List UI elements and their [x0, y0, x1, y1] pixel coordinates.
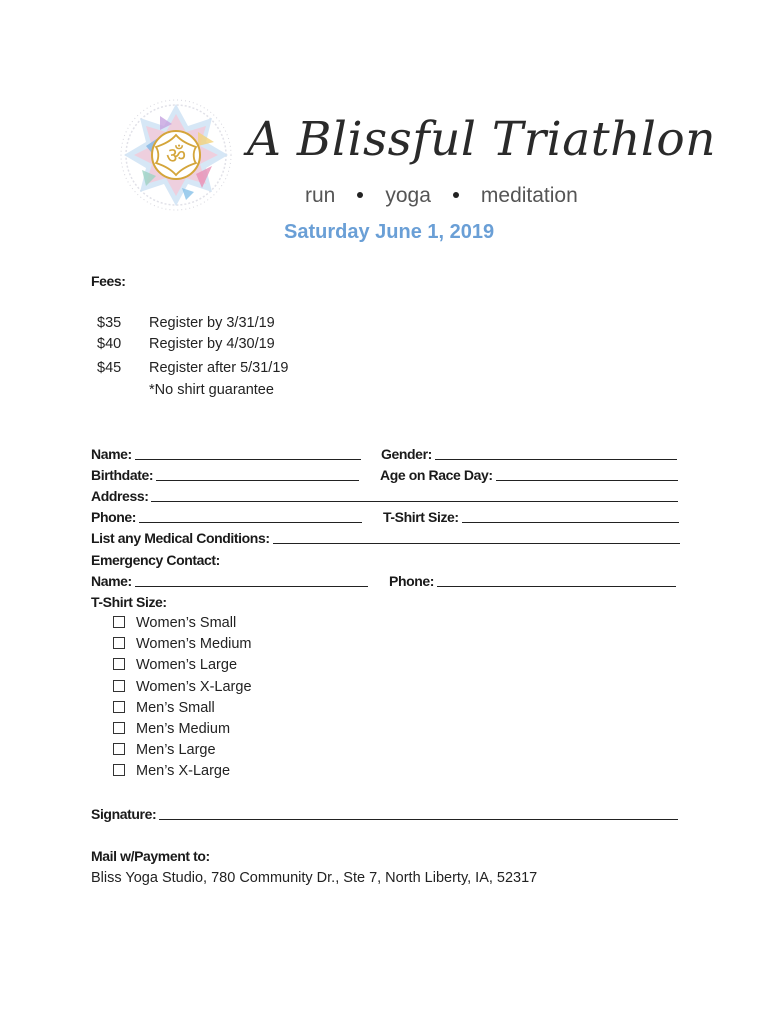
- gender-line[interactable]: [435, 459, 677, 460]
- fee-note: *No shirt guarantee: [149, 382, 274, 398]
- gender-field[interactable]: [381, 446, 677, 462]
- size-heading: T-Shirt Size:: [91, 594, 167, 610]
- tagline-run: run: [305, 184, 336, 207]
- size-option-label: Men’s X-Large: [136, 763, 231, 779]
- checkbox-icon[interactable]: [113, 701, 125, 713]
- size-option[interactable]: [113, 763, 230, 779]
- size-option-label: Women’s Medium: [136, 636, 252, 652]
- tagline-meditation: meditation: [480, 184, 578, 207]
- tshirt-size-field[interactable]: [383, 509, 679, 525]
- emergency-phone-line[interactable]: [437, 586, 676, 587]
- event-tagline: [305, 184, 578, 208]
- phone-line[interactable]: [139, 522, 362, 523]
- tshirt-size-label: T-Shirt Size:: [383, 509, 459, 525]
- size-option-label: Women’s Small: [136, 615, 237, 631]
- emergency-phone-label: Phone:: [389, 573, 435, 589]
- bullet-icon: [357, 192, 363, 198]
- fee-desc-3: Register after 5/31/19: [149, 360, 289, 376]
- checkbox-icon[interactable]: [113, 637, 125, 649]
- name-line[interactable]: [135, 459, 361, 460]
- size-option-label: Women’s X-Large: [136, 679, 252, 695]
- fee-price-2: $40: [97, 336, 122, 352]
- birthdate-line[interactable]: [156, 480, 359, 481]
- signature-line[interactable]: [159, 819, 678, 820]
- size-option-label: Men’s Small: [136, 700, 215, 716]
- medical-label: List any Medical Conditions:: [91, 530, 270, 546]
- emergency-heading: Emergency Contact:: [91, 552, 220, 568]
- event-title: A Blissful Triathlon: [247, 112, 716, 167]
- phone-field[interactable]: [91, 509, 362, 525]
- medical-field[interactable]: [91, 530, 680, 546]
- birthdate-label: Birthdate:: [91, 467, 154, 483]
- checkbox-icon[interactable]: [113, 722, 125, 734]
- checkbox-icon[interactable]: [113, 680, 125, 692]
- size-option-label: Women’s Large: [136, 657, 238, 673]
- address-field[interactable]: [91, 488, 678, 504]
- fees-heading: Fees:: [91, 273, 126, 289]
- size-option[interactable]: [113, 742, 216, 758]
- fee-desc-2: Register by 4/30/19: [149, 336, 275, 352]
- checkbox-icon[interactable]: [113, 658, 125, 670]
- size-option[interactable]: [113, 700, 215, 716]
- age-label: Age on Race Day:: [380, 467, 493, 483]
- signature-label: Signature:: [91, 806, 157, 822]
- bullet-icon: [453, 192, 459, 198]
- mail-heading: Mail w/Payment to:: [91, 848, 210, 864]
- event-date: Saturday June 1, 2019: [284, 221, 495, 243]
- svg-text:ॐ: ॐ: [165, 144, 187, 169]
- size-option-label: Men’s Large: [136, 742, 216, 758]
- size-option[interactable]: [113, 615, 236, 631]
- phone-label: Phone:: [91, 509, 137, 525]
- fee-price-1: $35: [97, 315, 122, 331]
- tshirt-size-line[interactable]: [462, 522, 679, 523]
- size-option-label: Men’s Medium: [136, 721, 231, 737]
- fee-price-3: $45: [97, 360, 122, 376]
- size-option[interactable]: [113, 636, 252, 652]
- signature-field[interactable]: [91, 806, 678, 822]
- emergency-phone-field[interactable]: [389, 573, 676, 589]
- address-label: Address:: [91, 488, 149, 504]
- fee-desc-1: Register by 3/31/19: [149, 315, 275, 331]
- emergency-name-label: Name:: [91, 573, 132, 589]
- om-lotus-logo: [116, 96, 236, 214]
- emergency-name-field[interactable]: [91, 573, 368, 589]
- tagline-yoga: yoga: [385, 184, 431, 207]
- birthdate-field[interactable]: [91, 467, 359, 483]
- name-label: Name:: [91, 446, 132, 462]
- checkbox-icon[interactable]: [113, 743, 125, 755]
- size-option[interactable]: [113, 721, 230, 737]
- checkbox-icon[interactable]: [113, 616, 125, 628]
- mail-address: Bliss Yoga Studio, 780 Community Dr., Ste 7, North Liberty, IA, 52317: [91, 870, 538, 886]
- name-field[interactable]: [91, 446, 361, 462]
- emergency-name-line[interactable]: [135, 586, 368, 587]
- age-field[interactable]: [380, 467, 678, 483]
- gender-label: Gender:: [381, 446, 432, 462]
- medical-line[interactable]: [273, 543, 680, 544]
- checkbox-icon[interactable]: [113, 764, 125, 776]
- size-option[interactable]: [113, 657, 237, 673]
- age-line[interactable]: [496, 480, 678, 481]
- size-option[interactable]: [113, 679, 252, 695]
- address-line[interactable]: [151, 501, 678, 502]
